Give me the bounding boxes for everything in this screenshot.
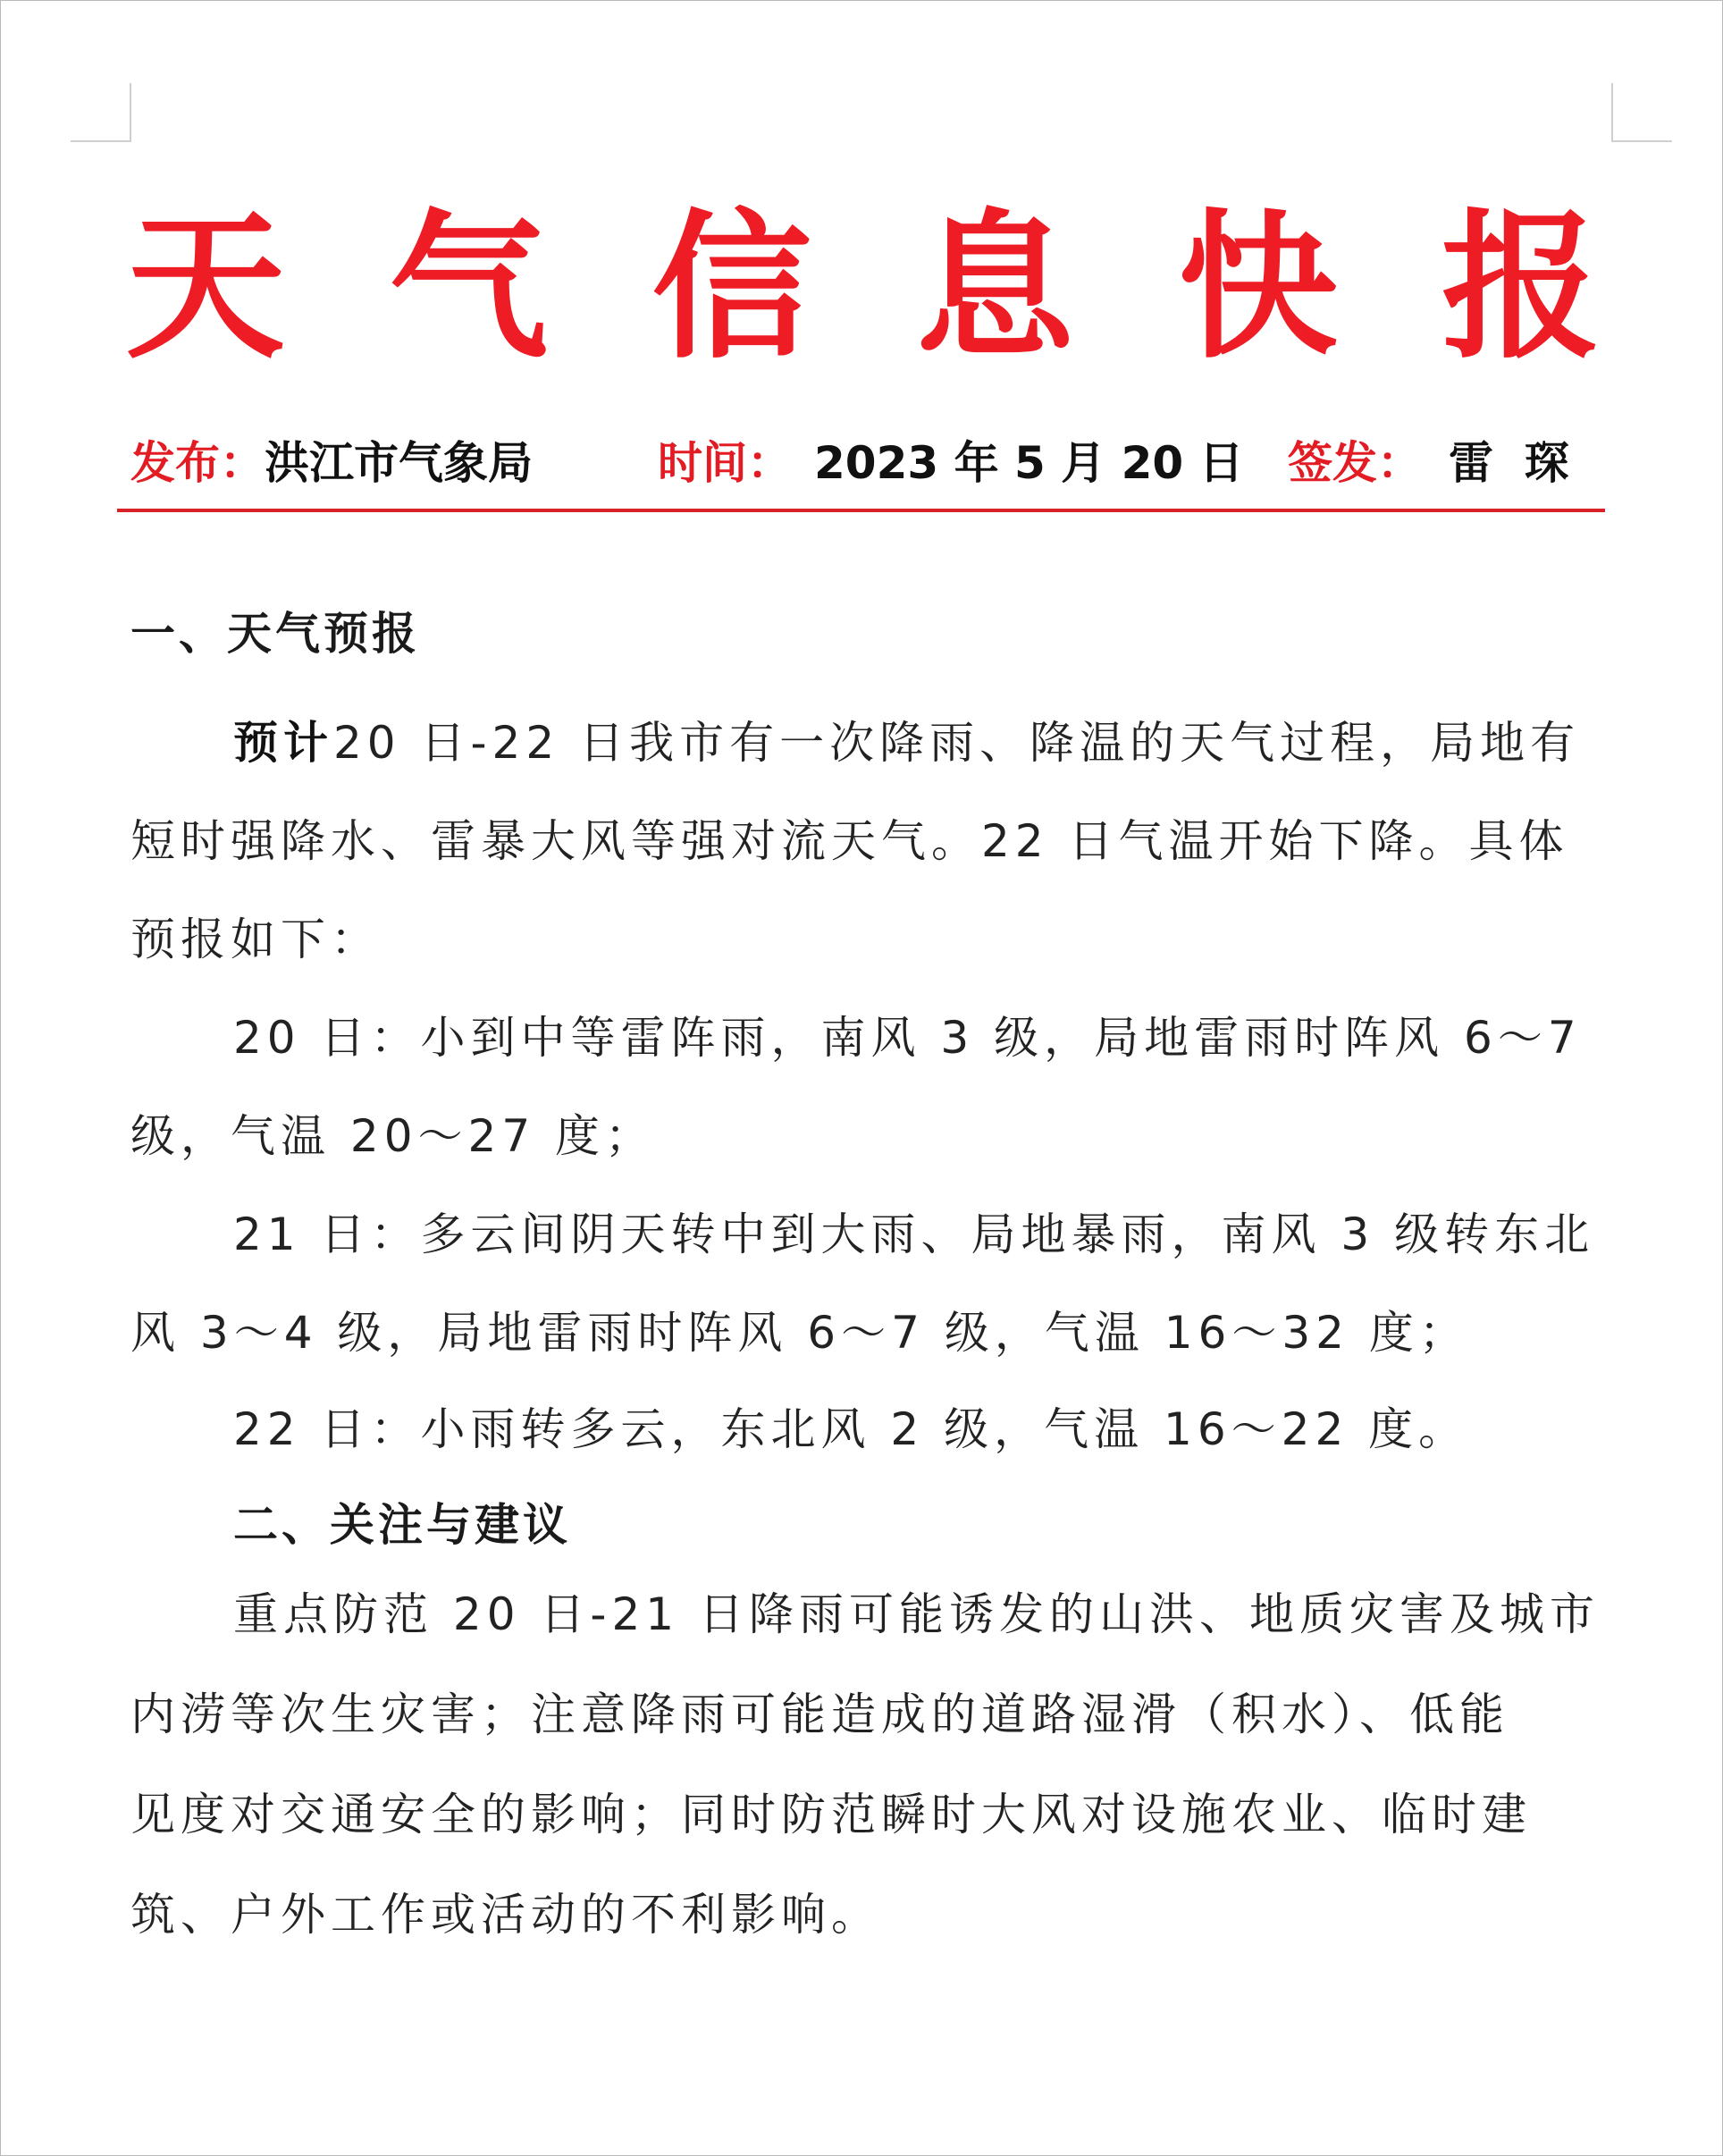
masthead-char: 气 [389,193,549,380]
signer-value: 雷 琛 [1449,437,1569,489]
crop-mark-top-left [130,83,131,142]
section-heading-forecast: 一、天气预报 [130,608,420,660]
header-divider [117,509,1605,512]
masthead-char: 快 [1178,193,1338,380]
forecast-intro-line: 预报如下： [130,914,381,965]
crop-mark-top-right [1611,83,1613,142]
masthead-char: 天 [126,193,285,380]
masthead-char: 信 [651,193,811,380]
advice-line: 内涝等次生灾害；注意降雨可能造成的道路湿滑（积水）、低能 [130,1689,1509,1740]
forecast-intro-text: 20 日-22 日我市有一次降雨、降温的天气过程，局地有 [333,717,1581,769]
crop-mark-top-right [1611,140,1672,142]
advice-line: 筑、户外工作或活动的不利影响。 [130,1889,881,1941]
forecast-day21-line: 21 日：多云间阴天转中到大雨、局地暴雨，南风 3 级转东北 [233,1209,1595,1260]
masthead-char: 报 [1441,193,1601,380]
publisher-label: 发布： [130,437,265,489]
issue-info-line [130,432,1605,494]
signer-label: 签发： [1288,437,1422,489]
publisher-value: 洪江市气象局 [265,437,533,489]
forecast-day21-line: 风 3～4 级，局地雷雨时阵风 6～7 级，气温 16～32 度； [130,1307,1469,1359]
forecast-day20-line: 级，气温 20～27 度； [130,1110,656,1162]
forecast-intro-lead: 预计 [233,717,333,769]
forecast-intro-line [233,707,1699,771]
masthead-char: 息 [915,193,1075,380]
forecast-day22-line: 22 日：小雨转多云，东北风 2 级，气温 16～22 度。 [233,1403,1469,1455]
forecast-intro-line: 短时强降水、雷暴大风等强对流天气。22 日气温开始下降。具体 [130,815,1569,867]
forecast-day20-line: 20 日：小到中等雷阵雨，南风 3 级，局地雷雨时阵风 6～7 [233,1012,1582,1064]
advice-line: 重点防范 20 日-21 日降雨可能诱发的山洪、地质灾害及城市 [233,1588,1600,1640]
time-label: 时间： [658,437,792,489]
masthead-title [126,193,1601,380]
time-value: 2023 年 5 月 20 日 [814,437,1244,489]
advice-line: 见度对交通安全的影响；同时防范瞬时大风对设施农业、临时建 [130,1789,1532,1840]
crop-mark-top-left [71,140,131,142]
section-heading-advice: 二、关注与建议 [233,1499,571,1551]
